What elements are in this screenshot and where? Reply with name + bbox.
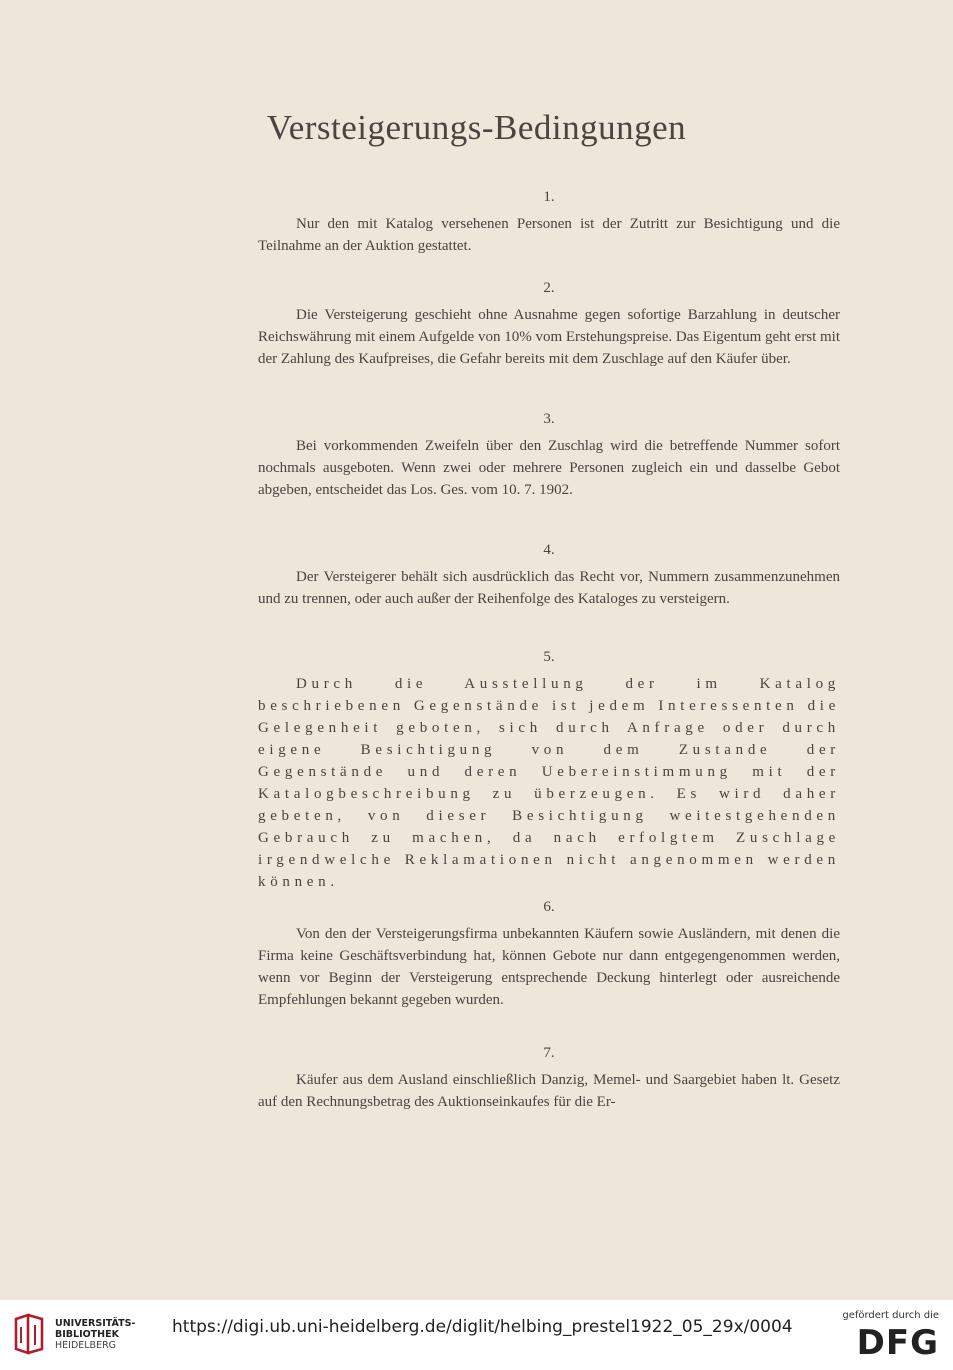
section-3 — [258, 409, 840, 501]
section-number: 4. — [543, 542, 555, 558]
section-7 — [258, 1043, 840, 1113]
university-library-logo-icon — [12, 1313, 46, 1355]
section-number: 6. — [543, 899, 555, 915]
dfg-logo: DFG — [856, 1323, 939, 1363]
footer-bar — [0, 1300, 953, 1370]
library-name — [55, 1318, 135, 1351]
library-name-line: BIBLIOTHEK — [55, 1329, 119, 1340]
funding-caption: gefördert durch die — [842, 1310, 939, 1321]
library-name-line: HEIDELBERG — [55, 1340, 117, 1351]
section-text: Durch die Ausstellung der im Katalog beschriebenen Gegenstände ist jedem Interessenten die Gelegenheit geboten, sich durch Anfrage oder durch eigene Besichtigung von dem Zustande der Gegenstände und deren Uebereinstimmung mit der Katalogbeschreibung zu überzeugen. Es wird daher gebeten, von dieser Besichtigung weitestgehenden Gebrauch zu machen, da nach erfolgtem Zuschlage irgendwelche Reklamationen nicht angenommen werden können. — [258, 676, 840, 890]
section-text: Käufer aus dem Ausland einschließlich Danzig, Memel- und Saargebiet haben lt. Gesetz auf den Rechnungsbetrag des Auktionseinkaufes für die Er- — [258, 1072, 840, 1110]
page-title: Versteigerungs-Bedingungen — [266, 108, 687, 147]
section-number: 1. — [543, 189, 555, 205]
section-text: Von den der Versteigerungsfirma unbekannten Käufern sowie Ausländern, mit denen die Firma keine Geschäftsverbindung hat, können Gebote nur dann entgegengenommen werden, wenn vor Beginn der Versteigerung entsprechende Deckung hinterlegt oder ausreichende Empfehlungen bekannt gegeben wurden. — [258, 926, 840, 1008]
section-5 — [258, 647, 840, 893]
section-number: 5. — [543, 649, 555, 665]
section-text: Die Versteigerung geschieht ohne Ausnahme gegen sofortige Barzahlung in deutscher Reichswährung mit einem Aufgelde von 10% vom Erstehungspreise. Das Eigentum geht erst mit der Zahlung des Kaufpreises, die Gefahr bereits mit dem Zuschlage auf den Käufer über. — [258, 307, 840, 367]
section-text: Der Versteigerer behält sich ausdrücklich das Recht vor, Nummern zusammenzunehmen und zu trennen, oder auch außer der Reihenfolge des Kataloges zu versteigern. — [258, 569, 840, 607]
section-text: Bei vorkommenden Zweifeln über den Zuschlag wird die betreffende Nummer sofort nochmals ausgeboten. Wenn zwei oder mehrere Personen zugleich ein und dasselbe Gebot abgeben, entscheidet das Los. Ges. vom 10. 7. 1902. — [258, 438, 840, 498]
permalink-url[interactable]: https://digi.ub.uni-heidelberg.de/diglit/helbing_prestel1922_05_29x/0004 — [172, 1317, 793, 1337]
library-name-line: UNIVERSITÄTS- — [55, 1318, 136, 1329]
section-6 — [258, 897, 840, 1011]
section-text: Nur den mit Katalog versehenen Personen ist der Zutritt zur Besichtigung und die Teilnahme an der Auktion gestattet. — [258, 216, 840, 254]
section-number: 3. — [543, 411, 555, 427]
section-number: 7. — [543, 1045, 555, 1061]
section-2 — [258, 278, 840, 370]
section-4 — [258, 540, 840, 610]
section-1 — [258, 187, 840, 257]
section-number: 2. — [543, 280, 555, 296]
